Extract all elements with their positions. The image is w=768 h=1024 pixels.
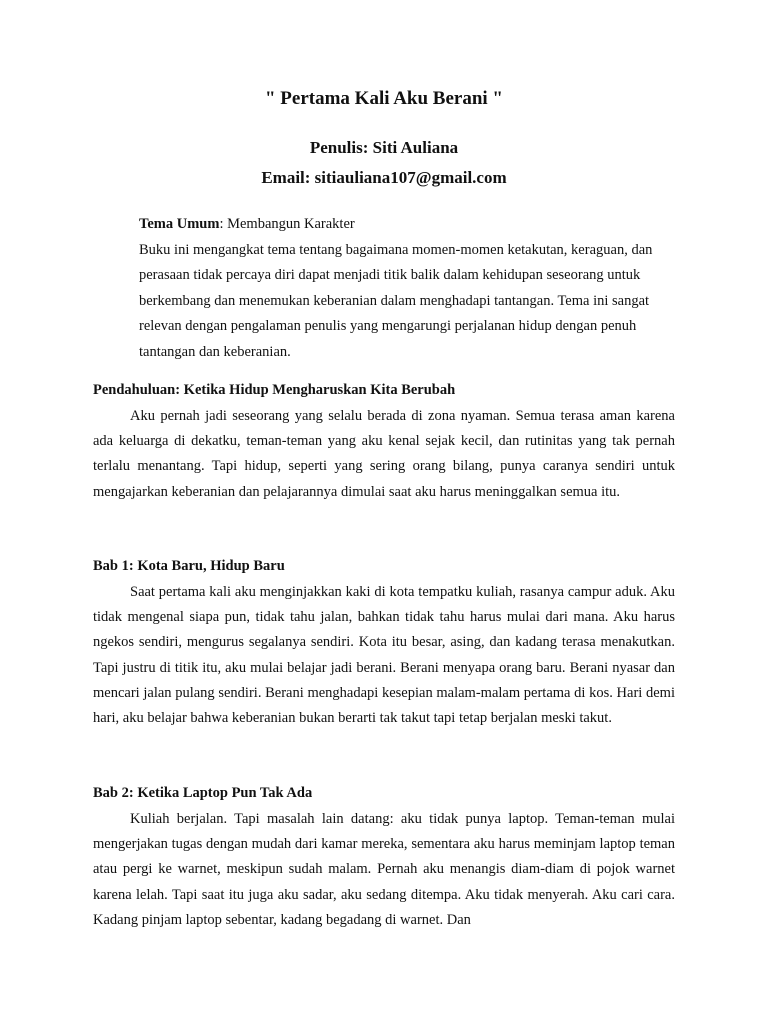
author-line: Penulis: Siti Auliana: [309, 138, 459, 157]
section-paragraph: Saat pertama kali aku menginjakkan kaki di kota tempatku kuliah, rasanya campur aduk. Aku tidak mengenal siapa pun, tidak tahu jalan, bahkan tidak tahu harus mulai dari mana. Aku harus ngekos sendiri, mengurus segalanya sendiri. Kota itu besar, asing, dan kadang terasa menakutkan. Tapi justru di titik itu, aku mulai belajar jadi berani. Berani menyapa orang baru. Berani nyasar dan mencari jalan pulang sendiri. Berani menghadapi kesepian malam-malam pertama di kos. Hari demi hari, aku belajar bahwa keberanian bukan berarti tak takut tapi tetap berjalan meski takut.: [93, 584, 675, 727]
section-introduction: [93, 380, 675, 505]
theme-value: : Membangun Karakter: [219, 216, 355, 232]
theme-label: Tema Umum: [139, 216, 220, 232]
section-heading: Pendahuluan: Ketika Hidup Mengharuskan Kita Berubah: [93, 382, 456, 398]
theme-block: [139, 212, 677, 365]
section-heading: Bab 2: Ketika Laptop Pun Tak Ada: [93, 785, 313, 801]
section-heading: Bab 1: Kota Baru, Hidup Baru: [93, 558, 285, 574]
theme-description: Buku ini mengangkat tema tentang bagaimana momen-momen ketakutan, keraguan, dan perasaan tidak percaya diri dapat menjadi titik balik dalam kehidupan seseorang untuk berkembang dan menemukan keberanian dalam menghadapi tantangan. Tema ini sangat relevan dengan pengalaman penulis yang mengarungi perjalanan hidup dengan penuh tantangan dan keberanian.: [139, 241, 653, 360]
section-chapter-2: [93, 783, 675, 933]
section-chapter-1: [93, 556, 675, 731]
section-paragraph: Aku pernah jadi seseorang yang selalu berada di zona nyaman. Semua terasa aman karena ada keluarga di dekatku, teman-teman yang aku kenal sejak kecil, dan rutinitas yang tak pernah terlalu menantang. Tapi hidup, seperti yang sering orang bilang, punya caranya sendiri untuk mengajarkan keberanian dan pelajarannya dimulai saat aku harus meninggalkan semua itu.: [93, 408, 675, 500]
email-line: Email: sitiauliana107@gmail.com: [261, 168, 507, 187]
section-paragraph: Kuliah berjalan. Tapi masalah lain datang: aku tidak punya laptop. Teman-teman mulai mengerjakan tugas dengan mudah dari kamar mereka, sementara aku harus meminjam laptop teman atau pergi ke warnet, meskipun sudah malam. Pernah aku menangis diam-diam di pojok warnet karena lelah. Tapi saat itu juga aku sadar, aku sedang ditempa. Aku tidak menyerah. Aku cari cara. Kadang pinjam laptop sebentar, kadang begadang di warnet. Dan: [93, 811, 675, 928]
document-title: " Pertama Kali Aku Berani ": [264, 88, 503, 109]
